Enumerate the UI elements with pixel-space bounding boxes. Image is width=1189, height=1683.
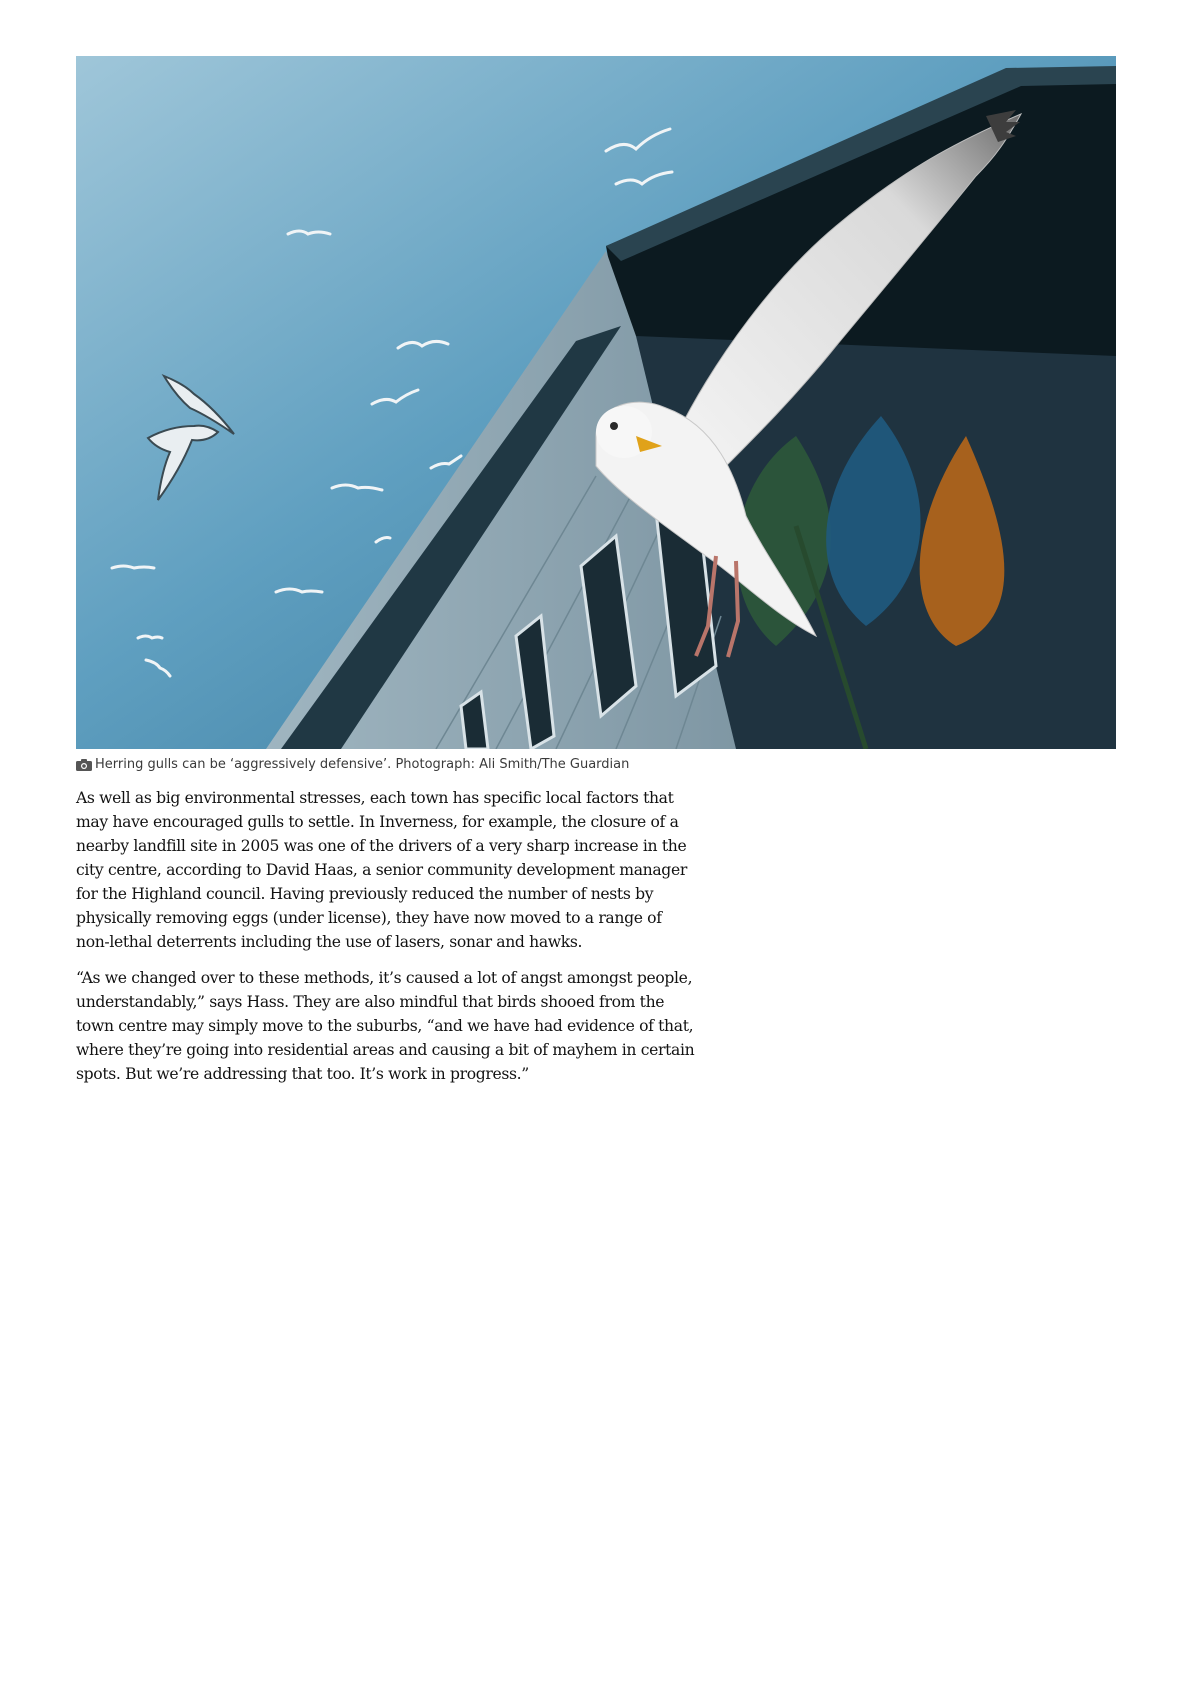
paragraph: “As we changed over to these methods, it’s caused a lot of angst amongst people, understandably,” says Hass. They are also mindful that birds shooed from the town centre may simply move to the suburbs, “and we have had evidence of that, where they’re going into residential areas and causing a bit of mayhem in certain spots. But we’re addressing that too. It’s work in progress.”	[76, 969, 695, 1083]
photo-caption	[76, 756, 1116, 774]
article-photo	[76, 56, 1116, 749]
article-body	[76, 786, 696, 1098]
gull-photo-illustration	[76, 56, 1116, 749]
camera-icon	[76, 759, 92, 771]
caption-text: Herring gulls can be ‘aggressively defensive’. Photograph: Ali Smith/The Guardian	[95, 757, 630, 772]
paragraph: As well as big environmental stresses, each town has specific local factors that may have encouraged gulls to settle. In Inverness, for example, the closure of a nearby landfill site in 2005 was one of the drivers of a very sharp increase in the city centre, according to David Haas, a senior community development manager for the Highland council. Having previously reduced the number of nests by physically removing eggs (under license), they have now moved to a range of non-lethal deterrents including the use of lasers, sonar and hawks.	[76, 789, 687, 951]
